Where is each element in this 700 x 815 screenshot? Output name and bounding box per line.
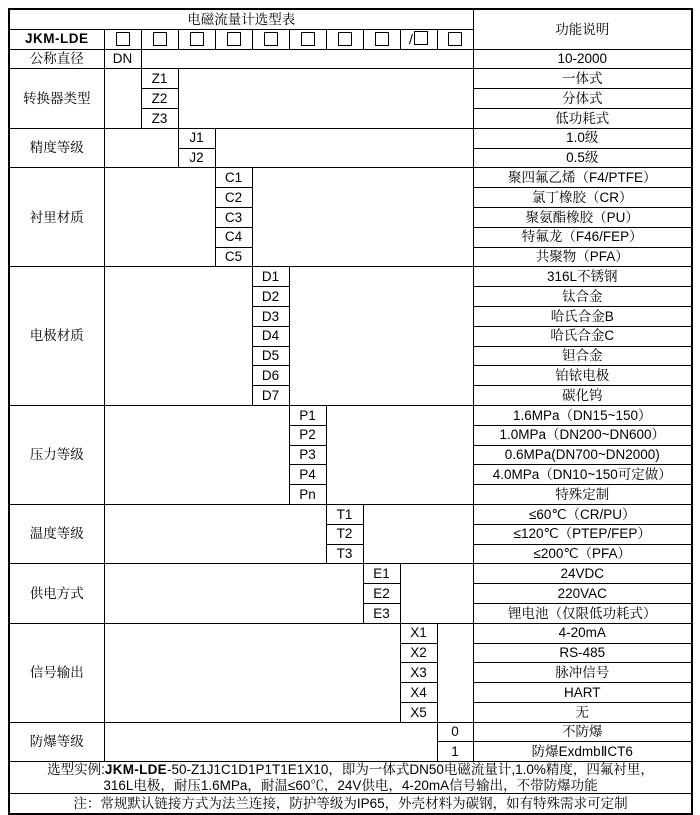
value-cell: 哈氏合金B [473, 306, 692, 326]
checkbox-icon [301, 32, 315, 46]
spacer-cell [104, 564, 363, 623]
value-cell: 聚四氟乙烯（F4/PTFE） [473, 168, 692, 188]
example-line1-rest: -50-Z1J1C1D1P1T1E1X10，即为一体式DN50电磁流量计,1.0%精度，四氟衬里， [167, 762, 654, 778]
value-cell: 碳化钨 [473, 386, 692, 406]
example-line-1 [10, 762, 691, 778]
spacer-cell [326, 405, 473, 504]
value-cell: 氯丁橡胶（CR） [473, 188, 692, 208]
checkbox-icon [448, 32, 462, 46]
checkbox-icon [116, 32, 130, 46]
example-text [9, 762, 692, 794]
spacer-cell [104, 168, 215, 267]
code-cell: J2 [178, 148, 215, 168]
example-prefix: 选型实例: [47, 762, 105, 778]
value-cell: 共聚物（PFA） [473, 247, 692, 267]
value-cell: RS-485 [473, 643, 692, 663]
code-cell: E3 [363, 603, 400, 623]
section-label: 压力等级 [9, 405, 104, 504]
model-code-box [326, 29, 363, 49]
value-cell: 0.6MPa(DN700~DN2000) [473, 445, 692, 465]
code-cell: 0 [437, 722, 473, 742]
checkbox-icon [227, 32, 241, 46]
spacer-cell [141, 49, 473, 69]
section-label: 信号输出 [9, 623, 104, 722]
value-cell: HART [473, 683, 692, 703]
model-code-box [178, 29, 215, 49]
model-code-box [141, 29, 178, 49]
section-label: 供电方式 [9, 564, 104, 623]
value-cell: 哈氏合金C [473, 326, 692, 346]
code-cell: X2 [400, 643, 437, 663]
spacer-cell [104, 128, 178, 168]
value-cell: 316L不锈钢 [473, 267, 692, 287]
value-cell: 24VDC [473, 564, 692, 584]
value-cell: 防爆ExdmbⅡCT6 [473, 742, 692, 762]
value-cell: 1.0级 [473, 128, 692, 148]
code-cell: Z3 [141, 108, 178, 128]
code-cell: X1 [400, 623, 437, 643]
value-cell: 1.6MPa（DN15~150） [473, 405, 692, 425]
code-cell: D6 [252, 366, 289, 386]
code-cell: P3 [289, 445, 326, 465]
spacer-cell [104, 405, 289, 504]
code-cell: T3 [326, 544, 363, 564]
code-cell: T2 [326, 524, 363, 544]
function-column-header: 功能说明 [473, 9, 692, 49]
note-text: 注：常规默认链接方式为法兰连接，防护等级为IP65，外壳材料为碳钢，如有特殊需求可定制 [9, 794, 692, 814]
code-cell: D1 [252, 267, 289, 287]
selection-table [8, 8, 693, 815]
code-cell: E2 [363, 584, 400, 604]
spacer-cell [289, 267, 473, 406]
code-cell: E1 [363, 564, 400, 584]
section-label: 温度等级 [9, 504, 104, 563]
value-cell: 4-20mA [473, 623, 692, 643]
value-cell: 0.5级 [473, 148, 692, 168]
model-code-box [215, 29, 252, 49]
code-cell: D2 [252, 287, 289, 307]
example-line-2: 316L电极，耐压1.6MPa，耐温≤60℃，24V供电，4-20mA信号输出，不带防爆功能 [103, 777, 598, 793]
code-cell: P4 [289, 465, 326, 485]
code-cell: P2 [289, 425, 326, 445]
section-label: 衬里材质 [9, 168, 104, 267]
value-cell: 脉冲信号 [473, 663, 692, 683]
value-cell: ≤120℃（PTEP/FEP） [473, 524, 692, 544]
code-cell: X5 [400, 702, 437, 722]
value-cell: 1.0MPa（DN200~DN600） [473, 425, 692, 445]
code-cell: D7 [252, 386, 289, 406]
value-cell: 4.0MPa（DN10~150可定做） [473, 465, 692, 485]
value-cell: 一体式 [473, 69, 692, 89]
example-model: JKM-LDE [104, 762, 167, 778]
spacer-cell [104, 267, 252, 406]
value-cell: 铂铱电极 [473, 366, 692, 386]
value-cell: 特殊定制 [473, 485, 692, 505]
spacer-cell [178, 69, 473, 128]
code-cell: 1 [437, 742, 473, 762]
value-cell: 低功耗式 [473, 108, 692, 128]
section-label: 电极材质 [9, 267, 104, 406]
code-cell: DN [104, 49, 141, 69]
code-cell: C2 [215, 188, 252, 208]
code-cell: C1 [215, 168, 252, 188]
checkbox-icon [153, 32, 167, 46]
spacer-cell [252, 168, 473, 267]
value-cell: 不防爆 [473, 722, 692, 742]
spacer-cell [215, 128, 473, 168]
code-cell: D3 [252, 306, 289, 326]
section-label: 转换器类型 [9, 69, 104, 128]
code-cell: X4 [400, 683, 437, 703]
value-cell: 特氟龙（F46/FEP） [473, 227, 692, 247]
code-cell: C3 [215, 207, 252, 227]
value-cell: 钛合金 [473, 287, 692, 307]
value-cell: 钽合金 [473, 346, 692, 366]
spacer-cell [104, 623, 400, 722]
model-code-box [363, 29, 400, 49]
code-cell: C5 [215, 247, 252, 267]
model-code-box [104, 29, 141, 49]
code-cell: T1 [326, 504, 363, 524]
section-label: 公称直径 [9, 49, 104, 69]
model-code-box [252, 29, 289, 49]
spacer-cell [104, 504, 326, 563]
model-code-box-slash [400, 29, 437, 49]
code-cell: D4 [252, 326, 289, 346]
section-label: 防爆等级 [9, 722, 104, 762]
model-code-box [289, 29, 326, 49]
spacer-cell [104, 69, 141, 128]
value-cell: ≤60℃（CR/PU） [473, 504, 692, 524]
code-cell: Z2 [141, 89, 178, 109]
value-cell: 10-2000 [473, 49, 692, 69]
code-cell: J1 [178, 128, 215, 148]
checkbox-icon [414, 31, 428, 45]
code-cell: Z1 [141, 69, 178, 89]
table-title: 电磁流量计选型表 [9, 9, 473, 29]
spacer-cell [363, 504, 473, 563]
model-code-box [437, 29, 473, 49]
value-cell: ≤200℃（PFA） [473, 544, 692, 564]
value-cell: 聚氨酯橡胶（PU） [473, 207, 692, 227]
slash-separator: / [409, 31, 413, 48]
model-label: JKM-LDE [9, 29, 104, 49]
spacer-cell [437, 623, 473, 722]
spacer-cell [104, 722, 437, 762]
value-cell: 锂电池（仅限低功耗式） [473, 603, 692, 623]
value-cell: 无 [473, 702, 692, 722]
spacer-cell [400, 564, 473, 623]
section-label: 精度等级 [9, 128, 104, 168]
checkbox-icon [375, 32, 389, 46]
code-cell: P1 [289, 405, 326, 425]
checkbox-icon [190, 32, 204, 46]
value-cell: 220VAC [473, 584, 692, 604]
code-cell: C4 [215, 227, 252, 247]
value-cell: 分体式 [473, 89, 692, 109]
code-cell: Pn [289, 485, 326, 505]
checkbox-icon [264, 32, 278, 46]
code-cell: D5 [252, 346, 289, 366]
code-cell: X3 [400, 663, 437, 683]
checkbox-icon [338, 32, 352, 46]
